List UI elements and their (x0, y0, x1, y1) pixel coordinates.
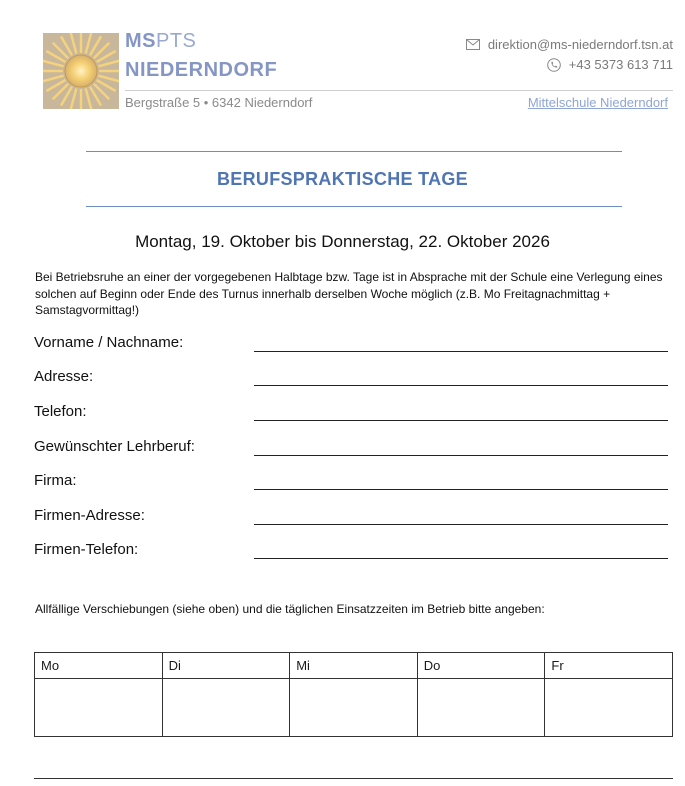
email-address: direktion@ms-niederndorf.tsn.at (487, 37, 673, 52)
schedule-table (34, 652, 673, 737)
day-header-mi: Mi (290, 653, 418, 679)
school-address: Bergstraße 5 • 6342 Niederndorf (125, 95, 313, 110)
apprenticeship-input-line[interactable] (254, 455, 668, 456)
title-rule-top (86, 151, 622, 152)
title-rule-bottom (86, 206, 622, 207)
schedule-header-row (35, 653, 673, 679)
form-row-name (34, 332, 668, 356)
school-brand-line1 (125, 30, 196, 53)
phone-icon (547, 58, 561, 72)
header-divider (125, 90, 673, 91)
closure-note: Bei Betriebsruhe an einer der vorgegebenen Halbtage bzw. Tage ist in Absprache mit der Schule eine Verlegung eines solchen auf Beginn oder Ende des Turnus innerhalb derselben Woche möglich (z.B. Mo Freitagnachmittag + Samstagvormittag!) (35, 270, 663, 317)
company-phone-input-line[interactable] (254, 558, 668, 559)
form-row-address (34, 366, 668, 390)
shift-note: Allfällige Verschiebungen (siehe oben) und die täglichen Einsatzzeiten im Betrieb bitte angeben: (35, 602, 545, 616)
contact-phone (547, 57, 673, 72)
phone-input-line[interactable] (254, 420, 668, 421)
website-link[interactable]: Mittelschule Niederndorf (527, 95, 668, 110)
field-label: Firmen-Adresse: (34, 507, 145, 524)
day-header-do: Do (417, 653, 545, 679)
day-cell-mo[interactable] (35, 679, 163, 737)
day-cell-di[interactable] (162, 679, 290, 737)
day-cell-fr[interactable] (545, 679, 673, 737)
page-title: BERUFSPRAKTISCHE TAGE (217, 169, 468, 189)
field-label: Adresse: (34, 368, 94, 385)
form-row-company (34, 470, 668, 494)
school-brand-line2: NIEDERNDORF (125, 59, 278, 81)
signature-line[interactable] (34, 778, 673, 779)
field-label: Telefon: (34, 403, 87, 420)
form-row-apprenticeship (34, 436, 668, 460)
brand-ms: MS (125, 30, 156, 52)
field-label: Firma: (34, 472, 77, 489)
company-address-input-line[interactable] (254, 524, 668, 525)
company-input-line[interactable] (254, 489, 668, 490)
day-header-di: Di (162, 653, 290, 679)
envelope-icon (466, 39, 480, 50)
name-input-line[interactable] (254, 351, 668, 352)
form-row-company-phone (34, 539, 668, 563)
day-header-fr: Fr (545, 653, 673, 679)
field-label: Firmen-Telefon: (34, 541, 139, 558)
sun-logo (43, 33, 119, 109)
field-label: Vorname / Nachname: (34, 334, 184, 351)
phone-number: +43 5373 613 711 (568, 57, 673, 72)
contact-email (466, 37, 673, 52)
date-range: Montag, 19. Oktober bis Donnerstag, 22. Oktober 2026 (135, 232, 550, 251)
address-input-line[interactable] (254, 385, 668, 386)
day-header-mo: Mo (35, 653, 163, 679)
brand-pts: PTS (156, 30, 197, 52)
field-label: Gewünschter Lehrberuf: (34, 438, 195, 455)
day-cell-do[interactable] (417, 679, 545, 737)
form-row-company-address (34, 505, 668, 529)
day-cell-mi[interactable] (290, 679, 418, 737)
form-row-phone (34, 401, 668, 425)
schedule-entry-row (35, 679, 673, 737)
